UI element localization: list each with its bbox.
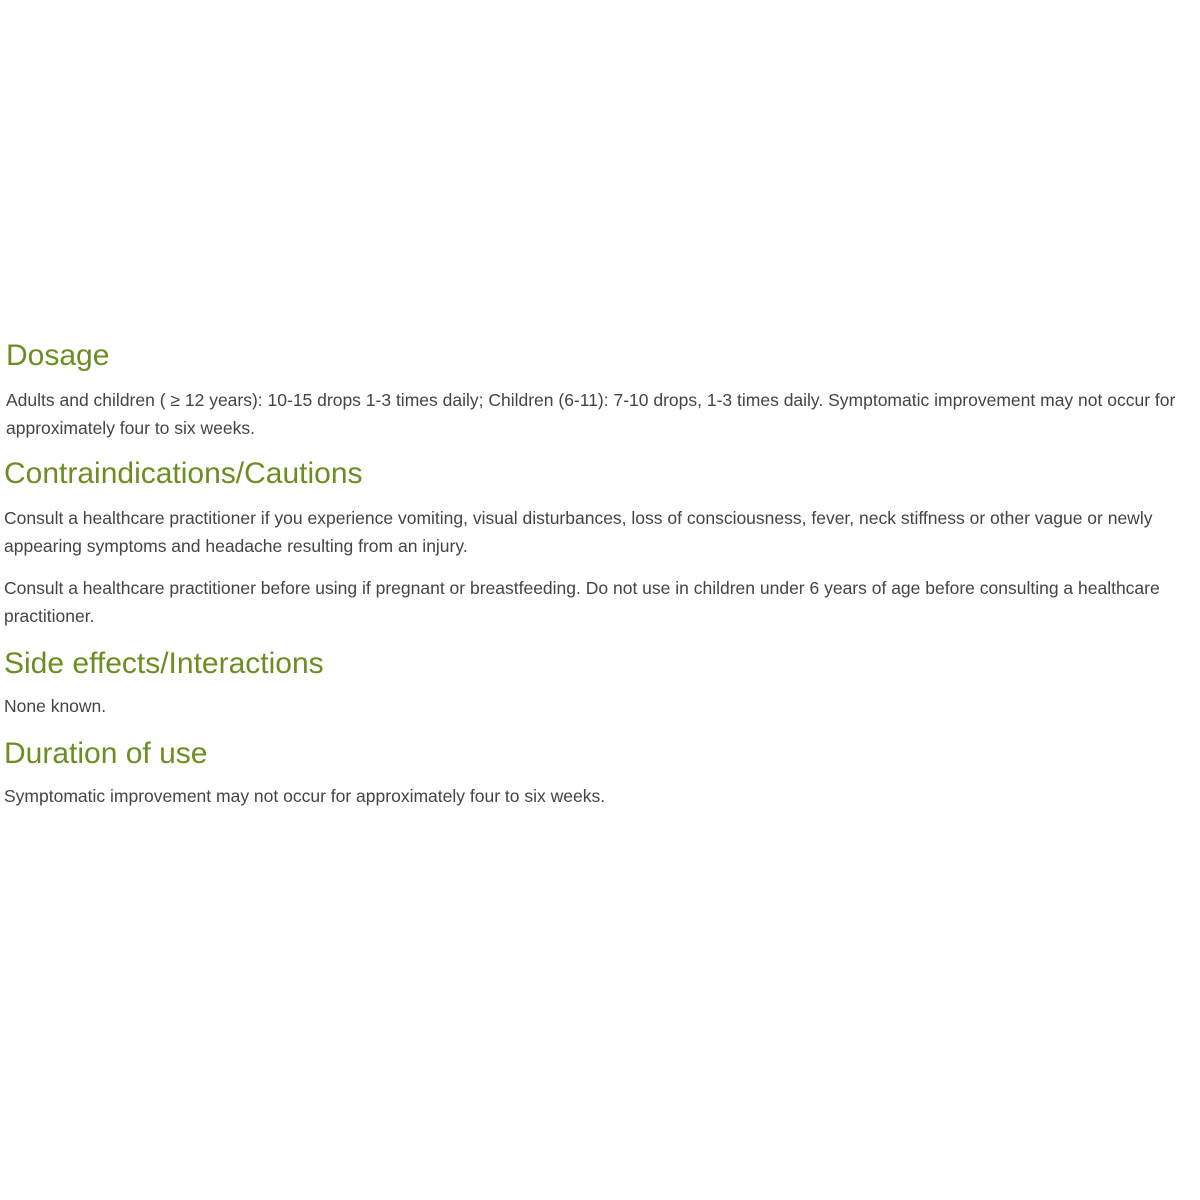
dosage-heading: Dosage xyxy=(6,339,110,372)
dosage-section xyxy=(0,336,1196,442)
side-effects-section xyxy=(0,644,1196,720)
duration-section xyxy=(0,734,1196,810)
duration-heading: Duration of use xyxy=(4,737,208,770)
dosage-text: Adults and children ( ≥ 12 years): 10-15 drops 1-3 times daily; Children (6-11): 7-10 drops, 1-3 times daily. Symptomatic improvement may not occur for approximately four to six weeks. xyxy=(6,390,1176,438)
side-effects-text: None known. xyxy=(4,696,107,716)
contraindications-section xyxy=(0,454,1196,630)
product-info-content xyxy=(0,336,1196,810)
contraindications-text-1: Consult a healthcare practitioner if you experience vomiting, visual disturbances, loss of consciousness, fever, neck stiffness or other vague or newly appearing symptoms and headache resulting from an injury. xyxy=(4,508,1153,556)
duration-text: Symptomatic improvement may not occur for approximately four to six weeks. xyxy=(4,786,606,806)
contraindications-text-2: Consult a healthcare practitioner before using if pregnant or breastfeeding. Do not use in children under 6 years of age before consulting a healthcare practitioner. xyxy=(4,578,1160,626)
contraindications-heading: Contraindications/Cautions xyxy=(4,457,363,490)
side-effects-heading: Side effects/Interactions xyxy=(4,647,324,680)
